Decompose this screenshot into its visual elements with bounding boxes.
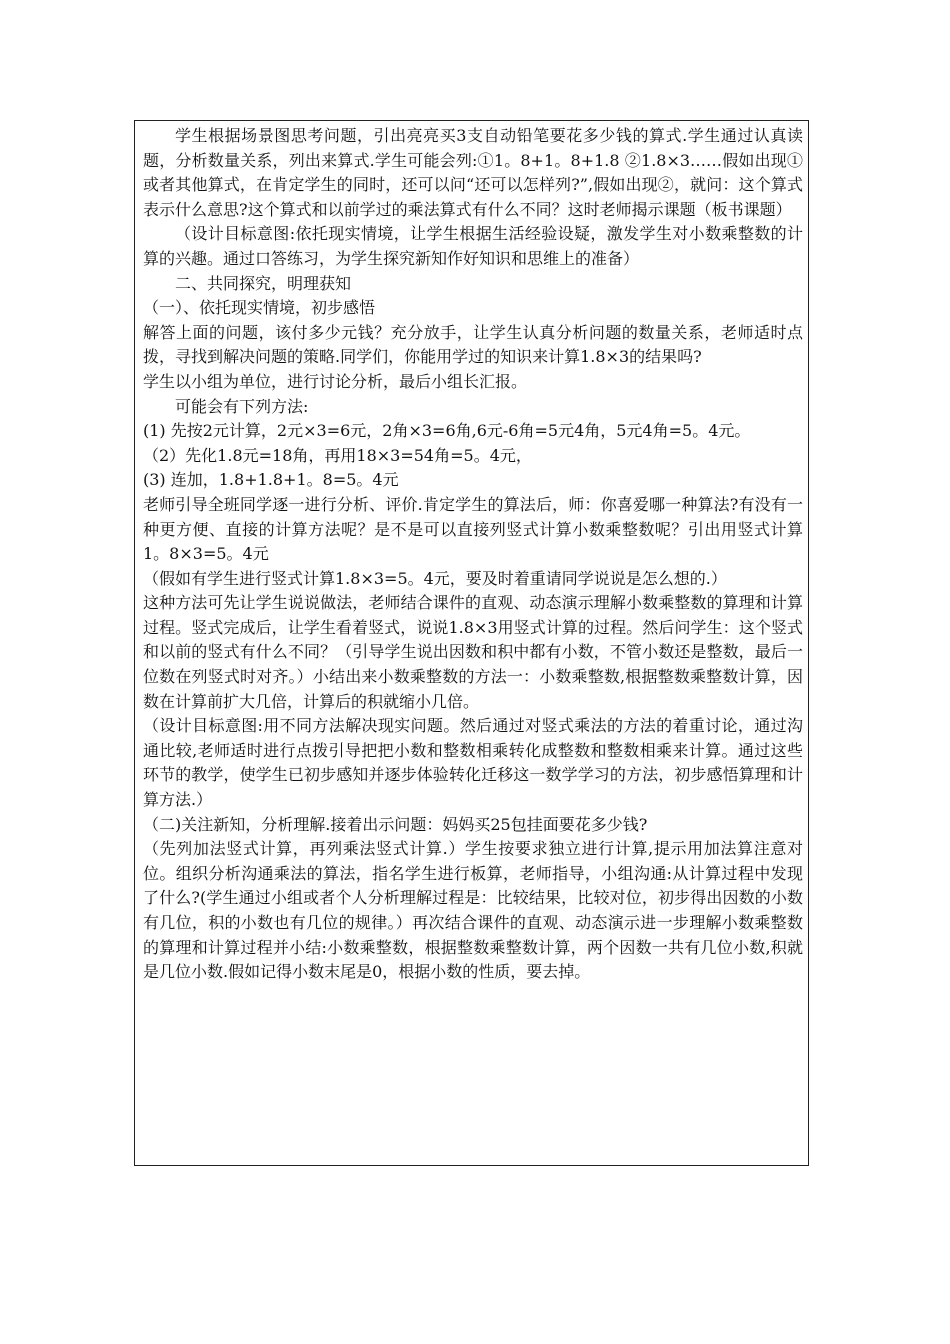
section-heading: 二、共同探究，明理获知 xyxy=(175,273,352,293)
paragraph: （设计目标意图:依托现实情境，让学生根据生活经验设疑，激发学生对小数乘整数的计算的兴趣。通过口答练习，为学生探究新知作好知识和思维上的准备） xyxy=(143,224,803,268)
paragraph: 这种方法可先让学生说说做法，老师结合课件的直观、动态演示理解小数乘整数的算理和计算过程。竖式完成后，让学生看着竖式，说说1.8×3用竖式计算的过程。然后问学生：这个竖式和以前的竖式有什么不同？（引导学生说出因数和积中都有小数，不管小数还是整数，最后一位数在列竖式时对齐。）小结出来小数乘整数的方法一：小数乘整数,根据整数乘整数计算，因数在计算前扩大几倍，计算后的积就缩小几倍。 xyxy=(143,593,803,711)
subsection-heading: （二)关注新知，分析理解.接着出示问题：妈妈买25包挂面要花多少钱? xyxy=(143,814,648,834)
lesson-plan-body xyxy=(143,124,803,985)
paragraph: （先列加法竖式计算，再列乘法竖式计算.）学生按要求独立进行计算,提示用加法算注意对位。组织分析沟通乘法的算法，指名学生进行板算，老师指导，小组沟通:从计算过程中发现了什么?(学生通过小组或者个人分析理解过程是：比较结果，比较对位，初步得出因数的小数有几位，积的小数也有几位的规律。）再次结合课件的直观、动态演示进一步理解小数乘整数的算理和计算过程并小结:小数乘整数，根据整数乘整数计算，两个因数一共有几位小数,积就是几位小数.假如记得小数末尾是0，根据小数的性质，要去掉。 xyxy=(143,839,803,982)
paragraph: 学生以小组为单位，进行讨论分析，最后小组长汇报。 xyxy=(143,371,528,391)
method-item: （2）先化1.8元=18角，再用18×3=54角=5。4元， xyxy=(143,445,532,465)
paragraph: 可能会有下列方法: xyxy=(175,396,309,416)
paragraph: 学生根据场景图思考问题，引出亮亮买3支自动铅笔要花多少钱的算式.学生通过认真读题，分析数量关系，列出来算式.学生可能会列:①1。8+1。8+1.8 ②1.8×3……假如出现①或者其他算式，在肯定学生的同时，还可以问“还可以怎样列?”,假如出现②，就问：这个算式表示什么意思?这个算式和以前学过的乘法算式有什么不同？这时老师揭示课题（板书课题） xyxy=(143,126,803,219)
paragraph: 老师引导全班同学逐一进行分析、评价.肯定学生的算法后，师：你喜爱哪一种算法?有没有一种更方便、直接的计算方法呢？是不是可以直接列竖式计算小数乘整数呢？引出用竖式计算1。8×3=5。4元 xyxy=(143,494,803,564)
method-item: (1) 先按2元计算，2元×3=6元，2角×3=6角,6元-6角=5元4角，5元4角=5。4元。 xyxy=(143,421,751,441)
paragraph: （假如有学生进行竖式计算1.8×3=5。4元，要及时着重请同学说说是怎么想的.） xyxy=(143,568,727,588)
method-item: (3) 连加，1.8+1.8+1。8=5。4元 xyxy=(143,470,399,490)
subsection-heading: （一）、依托现实情境，初步感悟 xyxy=(143,298,376,318)
paragraph: （设计目标意图:用不同方法解决现实问题。然后通过对竖式乘法的方法的着重讨论，通过沟通比较,老师适时进行点拨引导把把小数和整数相乘转化成整数和整数相乘来计算。通过这些环节的教学，使学生已初步感知并逐步体验转化迁移这一数学学习的方法，初步感悟算理和计算方法.） xyxy=(143,716,803,810)
paragraph: 解答上面的问题，该付多少元钱？充分放手，让学生认真分析问题的数量关系，老师适时点拨，寻找到解决问题的策略.同学们，你能用学过的知识来计算1.8×3的结果吗? xyxy=(143,322,803,367)
